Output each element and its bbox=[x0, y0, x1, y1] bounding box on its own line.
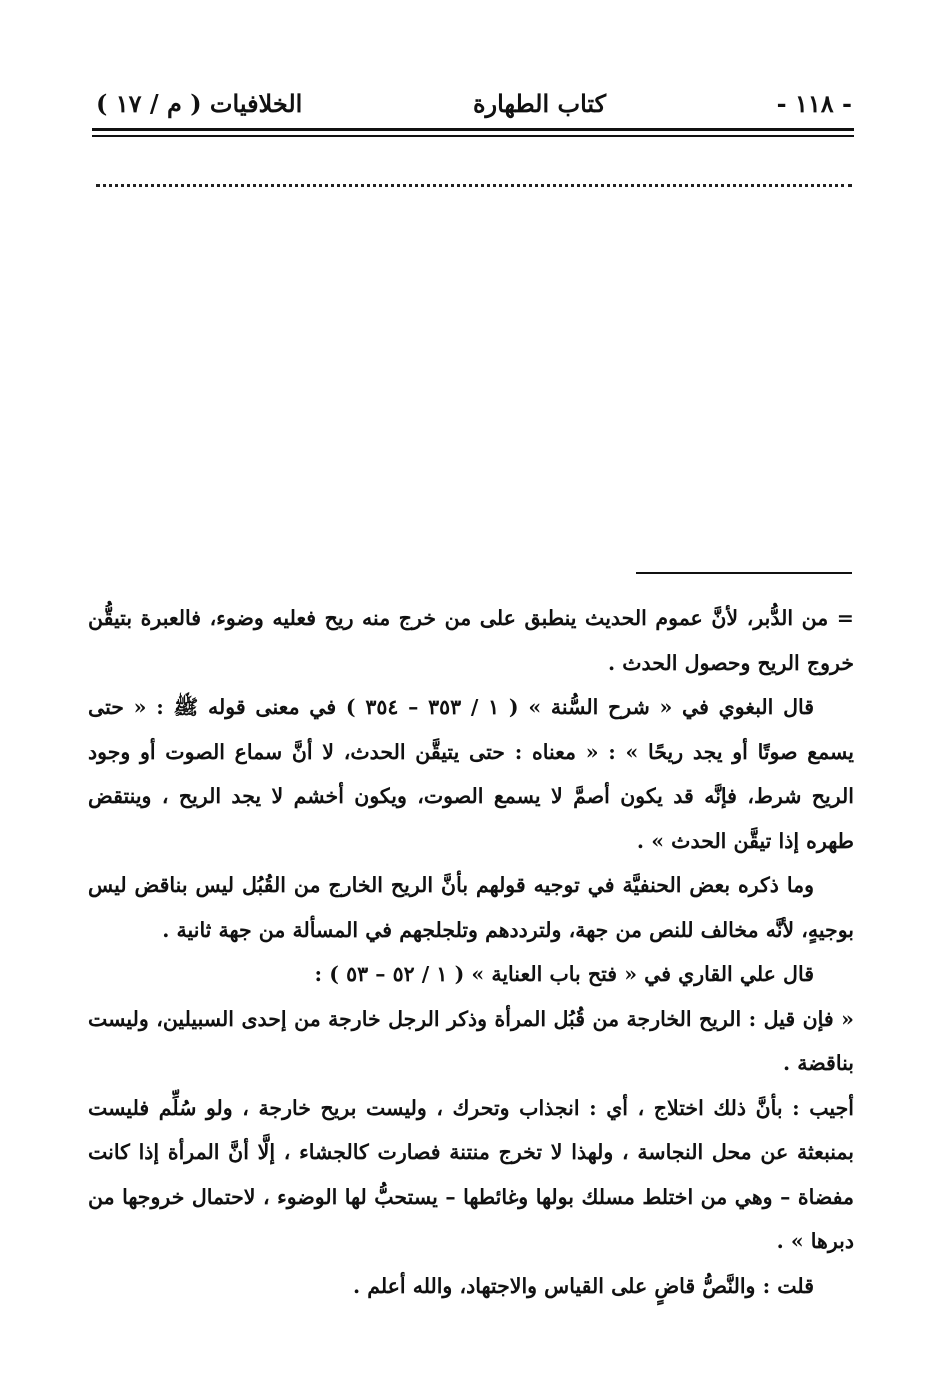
page-number: - ١١٨ - bbox=[776, 88, 852, 118]
footnote-quote-answer: أجيب : بأنَّ ذلك اختلاج ، أي : انجذاب وتحرك ، وليست بريح خارجة ، ولو سُلِّم فليست بمنبعثة عن محل النجاسة ، ولهذا لا تخرج منتنة فصارت كالجشاء ، إلَّا أنَّ المرأة إذا كانت مفضاة – وهي من اختلط مسلك بولها وغائطها – يستحبُّ لها الوضوء ، لاحتمال خروجها من دبرها » . bbox=[88, 1095, 854, 1253]
book-title: كتاب الطهارة bbox=[472, 88, 607, 118]
footnote-continuation: = من الدُّبر، لأنَّ عموم الحديث ينطبق على من خرج منه ريح فعليه وضوء، فالعبرة بتيقُّن خروج الريح وحصول الحدث . bbox=[88, 606, 854, 675]
header-rule-thin bbox=[92, 135, 854, 137]
footnote-quote-question: « فإن قيل : الريح الخارجة من قُبُل المرأة وذكر الرجل خارجة من إحدى السبيلين، وليست بناقضة . bbox=[88, 1006, 854, 1075]
section-label: الخلافيات ( م / ١٧ ) bbox=[96, 88, 303, 118]
footnotes bbox=[88, 596, 854, 1308]
page-header bbox=[96, 80, 852, 126]
dotted-separator bbox=[96, 184, 852, 199]
header-rule-thick bbox=[92, 128, 854, 131]
footnote-conclusion: قلت : والنَّصُّ قاضٍ على القياس والاجتهاد، والله أعلم . bbox=[352, 1273, 814, 1298]
footnote-rule bbox=[636, 572, 852, 574]
footnote-paragraph-qari: قال علي القاري في « فتح باب العناية » ( ١ / ٥٢ – ٥٣ ) : bbox=[314, 962, 814, 986]
footnote-paragraph-hanafi: وما ذكره بعض الحنفيَّة في توجيه قولهم بأنَّ الريح الخارج من القُبُل ليس بناقض ليس بوجيهٍ، لأنَّه مخالف للنص من جهة، ولترددهم وتلجلجهم في المسألة من جهة ثانية . bbox=[88, 873, 854, 942]
footnote-paragraph-baghawi: قال البغوي في « شرح السُّنة » ( ١ / ٣٥٣ – ٣٥٤ ) في معنى قوله ﷺ : « حتى يسمع صوتًا أو يجد ريحًا » : « معناه : حتى يتيقَّن الحدث، لا أنَّ سماع الصوت أو وجود الريح شرط، فإنَّه قد يكون أصمَّ لا يسمع الصوت، ويكون أخشم لا يجد الريح ، وينتقض طهره إذا تيقَّن الحدث » . bbox=[88, 695, 854, 853]
